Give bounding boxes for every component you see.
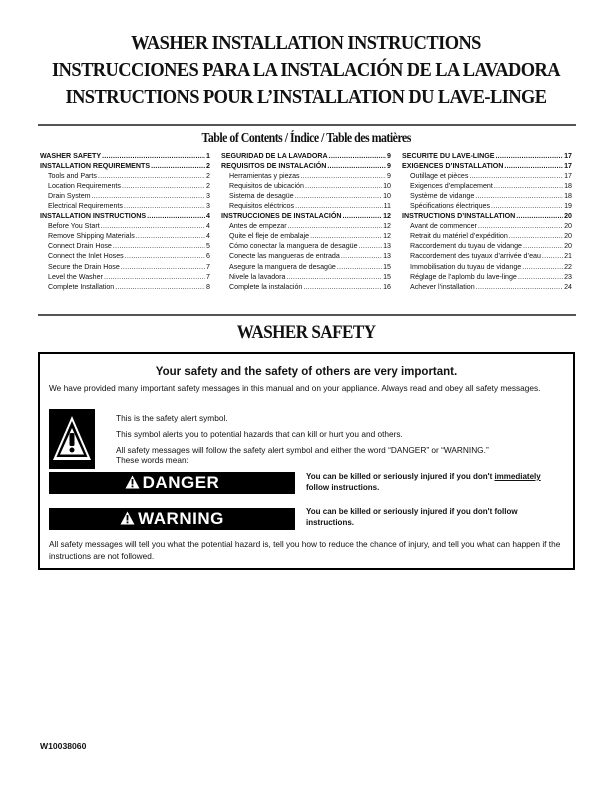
toc-entry	[402, 251, 572, 261]
toc-entry	[40, 221, 210, 231]
toc-dot-leader	[518, 272, 563, 282]
toc-section-entry	[402, 151, 572, 161]
toc-dot-leader	[478, 221, 563, 231]
toc-entry-label: Drain System	[48, 192, 91, 201]
toc-entry-label: Quite el fleje de embalaje	[229, 232, 310, 241]
toc-entry	[402, 272, 572, 282]
danger-text: You can be killed or seriously injured if you don't immediately follow instructions.	[306, 472, 541, 492]
toc-entry-label: Herramientas y piezas	[229, 172, 300, 181]
toc-entry-label: Location Requirements	[48, 182, 121, 191]
toc-entry	[221, 231, 391, 241]
toc-entry-page: 12	[383, 212, 391, 221]
toc-dot-leader	[122, 181, 205, 191]
alert-line-3: All safety messages will follow the safety alert symbol and either the word “DANGER” or “WARNING.”	[116, 445, 489, 455]
toc-entry	[40, 181, 210, 191]
toc-entry-label: Antes de empezar	[229, 222, 287, 231]
toc-entry-label: Requisitos de ubicación	[229, 182, 304, 191]
toc-entry-label: Exigences d’emplacement	[410, 182, 493, 191]
toc-entry-label: Nivele la lavadora	[229, 272, 286, 281]
toc-column-spanish	[221, 151, 391, 292]
toc-dot-leader	[295, 201, 383, 211]
toc-entry-label: Tools and Parts	[48, 172, 97, 181]
toc-entry	[221, 221, 391, 231]
toc-entry-label: INSTALLATION REQUIREMENTS	[40, 162, 151, 171]
toc-dot-leader	[476, 282, 563, 292]
warning-triangle-icon	[125, 473, 140, 495]
toc-entry-page: 7	[206, 272, 210, 281]
toc-entry-label: Outillage et pièces	[410, 172, 469, 181]
toc-entry-label: Réglage de l’aplomb du lave-linge	[410, 272, 517, 281]
toc-entry	[402, 201, 572, 211]
section-divider	[38, 314, 576, 316]
toc-entry	[40, 191, 210, 201]
toc-entry-page: 24	[564, 282, 572, 291]
toc-dot-leader	[115, 282, 205, 292]
toc-entry-page: 2	[206, 182, 210, 191]
toc-entry-label: Requisitos eléctricos	[229, 202, 295, 211]
toc-entry-label: Cómo conectar la manguera de desagüe	[229, 242, 358, 251]
toc-dot-leader	[303, 282, 382, 292]
toc-entry-page: 15	[383, 272, 391, 281]
toc-entry	[221, 171, 391, 181]
toc-dot-leader	[102, 151, 205, 161]
alert-line-2: This symbol alerts you to potential hazards that can kill or hurt you and others.	[116, 429, 403, 439]
toc-dot-leader	[329, 151, 386, 161]
toc-entry	[402, 241, 572, 251]
toc-entry	[221, 241, 391, 251]
safety-alert-triangle-icon	[49, 409, 95, 469]
toc-entry-page: 9	[387, 172, 391, 181]
toc-entry-page: 2	[206, 172, 210, 181]
toc-entry-page: 18	[564, 182, 572, 191]
toc-entry-page: 2	[206, 162, 210, 171]
toc-dot-leader	[496, 151, 564, 161]
toc-entry	[402, 282, 572, 292]
toc-entry-label: Asegure la manguera de desagüe	[229, 262, 336, 271]
toc-entry-page: 1	[206, 152, 210, 160]
toc-entry	[402, 181, 572, 191]
toc-dot-leader	[301, 171, 386, 181]
toc-entry-label: Système de vidange	[410, 192, 475, 201]
toc-dot-leader	[121, 262, 205, 272]
safety-box	[38, 352, 575, 570]
toc-entry	[402, 262, 572, 272]
toc-entry-page: 12	[383, 232, 391, 241]
toc-entry-page: 13	[383, 252, 391, 261]
warning-text: You can be killed or seriously injured if you don't follow instructions.	[306, 507, 518, 527]
toc-entry-page: 21	[564, 252, 572, 261]
toc-dot-leader	[92, 191, 205, 201]
toc-entry-label: Connect Drain Hose	[48, 242, 112, 251]
toc-entry-page: 9	[387, 162, 391, 171]
toc-entry-page: 16	[383, 282, 391, 291]
document-code: W10038060	[40, 741, 87, 751]
warning-bar	[49, 508, 295, 530]
toc-entry-page: 13	[383, 242, 391, 251]
toc-dot-leader	[113, 241, 205, 251]
title-french: INSTRUCTIONS POUR L’INSTALLATION DU LAVE-LINGE	[65, 86, 547, 108]
title-english: WASHER INSTALLATION INSTRUCTIONS	[131, 32, 481, 54]
toc-entry-label: Remove Shipping Materials	[48, 232, 135, 241]
toc-dot-leader	[494, 181, 563, 191]
warning-triangle-icon	[120, 509, 135, 531]
title-spanish: INSTRUCCIONES PARA LA INSTALACIÓN DE LA LAVADORA	[52, 59, 560, 81]
toc-dot-leader	[101, 221, 205, 231]
toc-entry-page: 20	[564, 222, 572, 231]
toc-entry	[402, 221, 572, 231]
toc-dot-leader	[310, 231, 382, 241]
toc-entry	[40, 251, 210, 261]
toc-entry-label: Secure the Drain Hose	[48, 262, 120, 271]
toc-entry-label: Level the Washer	[48, 272, 103, 281]
toc-entry-page: 18	[564, 192, 572, 201]
toc-entry-label: Avant de commencer	[410, 222, 477, 231]
toc-entry-label: WASHER SAFETY	[40, 152, 102, 160]
toc-entry-page: 19	[564, 202, 572, 211]
toc-entry-label: SECURITE DU LAVE-LINGE	[402, 152, 495, 160]
toc-entry-label: Raccordement des tuyaux d’arrivée d’eau	[410, 252, 541, 261]
toc-entry-page: 4	[206, 232, 210, 241]
toc-entry-page: 22	[564, 262, 572, 271]
toc-entry-page: 11	[383, 202, 391, 211]
toc-section-entry	[221, 161, 391, 171]
toc-entry-page: 20	[564, 232, 572, 241]
toc-entry	[221, 282, 391, 292]
toc-entry	[40, 241, 210, 251]
toc-dot-leader	[125, 251, 205, 261]
toc-entry-label: Complete Installation	[48, 282, 115, 291]
toc-dot-leader	[341, 251, 382, 261]
toc-entry-page: 17	[564, 162, 572, 171]
toc-dot-leader	[327, 161, 386, 171]
toc-entry-page: 3	[206, 202, 210, 211]
toc-entry	[40, 201, 210, 211]
toc-entry-label: Retrait du matériel d’expédition	[410, 232, 508, 241]
toc-entry-label: REQUISITOS DE INSTALACIÓN	[221, 162, 327, 171]
toc-entry	[221, 181, 391, 191]
toc-section-entry	[40, 151, 210, 161]
toc-entry-label: EXIGENCES D’INSTALLATION	[402, 162, 504, 171]
toc-entry	[40, 171, 210, 181]
danger-text-emphasis: immediately	[494, 472, 541, 481]
toc-entry	[221, 201, 391, 211]
section-title: WASHER SAFETY	[236, 322, 376, 343]
toc-entry-page: 4	[206, 222, 210, 231]
toc-entry-page: 15	[383, 262, 391, 271]
toc-entry-page: 17	[564, 172, 572, 181]
toc-dot-leader	[305, 181, 382, 191]
toc-entry-page: 20	[564, 242, 572, 251]
toc-dot-leader	[504, 161, 563, 171]
toc-entry-label: Connect the Inlet Hoses	[48, 252, 124, 261]
alert-line-1: This is the safety alert symbol.	[116, 413, 228, 423]
toc-entry	[402, 191, 572, 201]
toc-dot-leader	[509, 231, 563, 241]
toc-dot-leader	[542, 251, 563, 261]
toc-entry-label: Raccordement du tuyau de vidange	[410, 242, 522, 251]
warning-label: WARNING	[138, 509, 224, 528]
toc-entry-label: INSTALLATION INSTRUCTIONS	[40, 212, 147, 221]
alert-line-4: These words mean:	[116, 455, 189, 465]
toc-entry-label: INSTRUCTIONS D’INSTALLATION	[402, 212, 516, 221]
safety-outro: All safety messages will tell you what the potential hazard is, tell you how to reduce the chance of injury, and tell you what can happen if the instructions are not followed.	[49, 539, 561, 561]
toc-entry-label: Conecte las mangueras de entrada	[229, 252, 340, 261]
toc-dot-leader	[516, 211, 563, 221]
toc-entry-page: 6	[206, 252, 210, 261]
toc-dot-leader	[337, 262, 382, 272]
toc-entry-page: 8	[206, 282, 210, 291]
toc-entry-page: 3	[206, 192, 210, 201]
toc-entry-page: 7	[206, 262, 210, 271]
toc-entry-page: 23	[564, 272, 572, 281]
toc-entry-label: INSTRUCCIONES DE INSTALACIÓN	[221, 212, 342, 221]
toc-column-french	[402, 151, 572, 292]
toc-section-entry	[221, 211, 391, 221]
toc-entry	[40, 262, 210, 272]
danger-bar	[49, 472, 295, 494]
toc-entry-page: 4	[206, 212, 210, 221]
toc-dot-leader	[491, 201, 563, 211]
toc-entry-label: Before You Start	[48, 222, 100, 231]
toc-entry-page: 9	[387, 152, 391, 160]
toc-dot-leader	[475, 191, 563, 201]
toc-section-entry	[402, 211, 572, 221]
toc-dot-leader	[342, 211, 382, 221]
toc-entry-page: 10	[383, 182, 391, 191]
toc-section-entry	[40, 211, 210, 221]
toc-dot-leader	[469, 171, 563, 181]
toc-section-entry	[40, 161, 210, 171]
toc-entry-page: 12	[383, 222, 391, 231]
safety-heading: Your safety and the safety of others are very important.	[155, 366, 458, 378]
toc-entry-label: Complete la instalación	[229, 282, 303, 291]
danger-label: DANGER	[142, 473, 220, 492]
toc-dot-leader	[136, 231, 205, 241]
toc-dot-leader	[124, 201, 205, 211]
toc-entry	[40, 272, 210, 282]
toc-entry-label: Immobilisation du tuyau de vidange	[410, 262, 522, 271]
toc-entry-page: 5	[206, 242, 210, 251]
toc-entry	[402, 231, 572, 241]
toc-entry	[221, 191, 391, 201]
toc-dot-leader	[523, 241, 563, 251]
toc-dot-leader	[522, 262, 563, 272]
toc-dot-leader	[359, 241, 383, 251]
toc-dot-leader	[104, 272, 205, 282]
toc-entry-label: Spécifications électriques	[410, 202, 491, 211]
toc-entry-label: Sistema de desagüe	[229, 192, 294, 201]
toc-entry-page: 17	[564, 152, 572, 160]
toc-dot-leader	[288, 221, 383, 231]
toc-column-english	[40, 151, 210, 292]
safety-intro: We have provided many important safety messages in this manual and on your appliance. Always read and obey all safety messages.	[49, 383, 541, 393]
toc-section-entry	[221, 151, 391, 161]
toc-entry	[40, 231, 210, 241]
toc-entry	[40, 282, 210, 292]
toc-entry	[221, 272, 391, 282]
toc-entry-page: 10	[383, 192, 391, 201]
document-titles	[0, 30, 612, 111]
toc-entry-label: Achever l’installation	[410, 282, 475, 291]
toc-entry-page: 20	[564, 212, 572, 221]
toc-entry	[221, 251, 391, 261]
toc-dot-leader	[295, 191, 382, 201]
toc-entry	[221, 262, 391, 272]
toc-entry-label: Electrical Requirements	[48, 202, 123, 211]
toc-dot-leader	[98, 171, 205, 181]
toc-section-entry	[402, 161, 572, 171]
toc-dot-leader	[286, 272, 382, 282]
toc-entry-label: SEGURIDAD DE LA LAVADORA	[221, 152, 328, 160]
toc-dot-leader	[147, 211, 205, 221]
toc-heading: Table of Contents / Índice / Table des matières	[201, 131, 411, 146]
toc-entry	[402, 171, 572, 181]
top-divider	[38, 124, 576, 126]
toc-dot-leader	[151, 161, 205, 171]
